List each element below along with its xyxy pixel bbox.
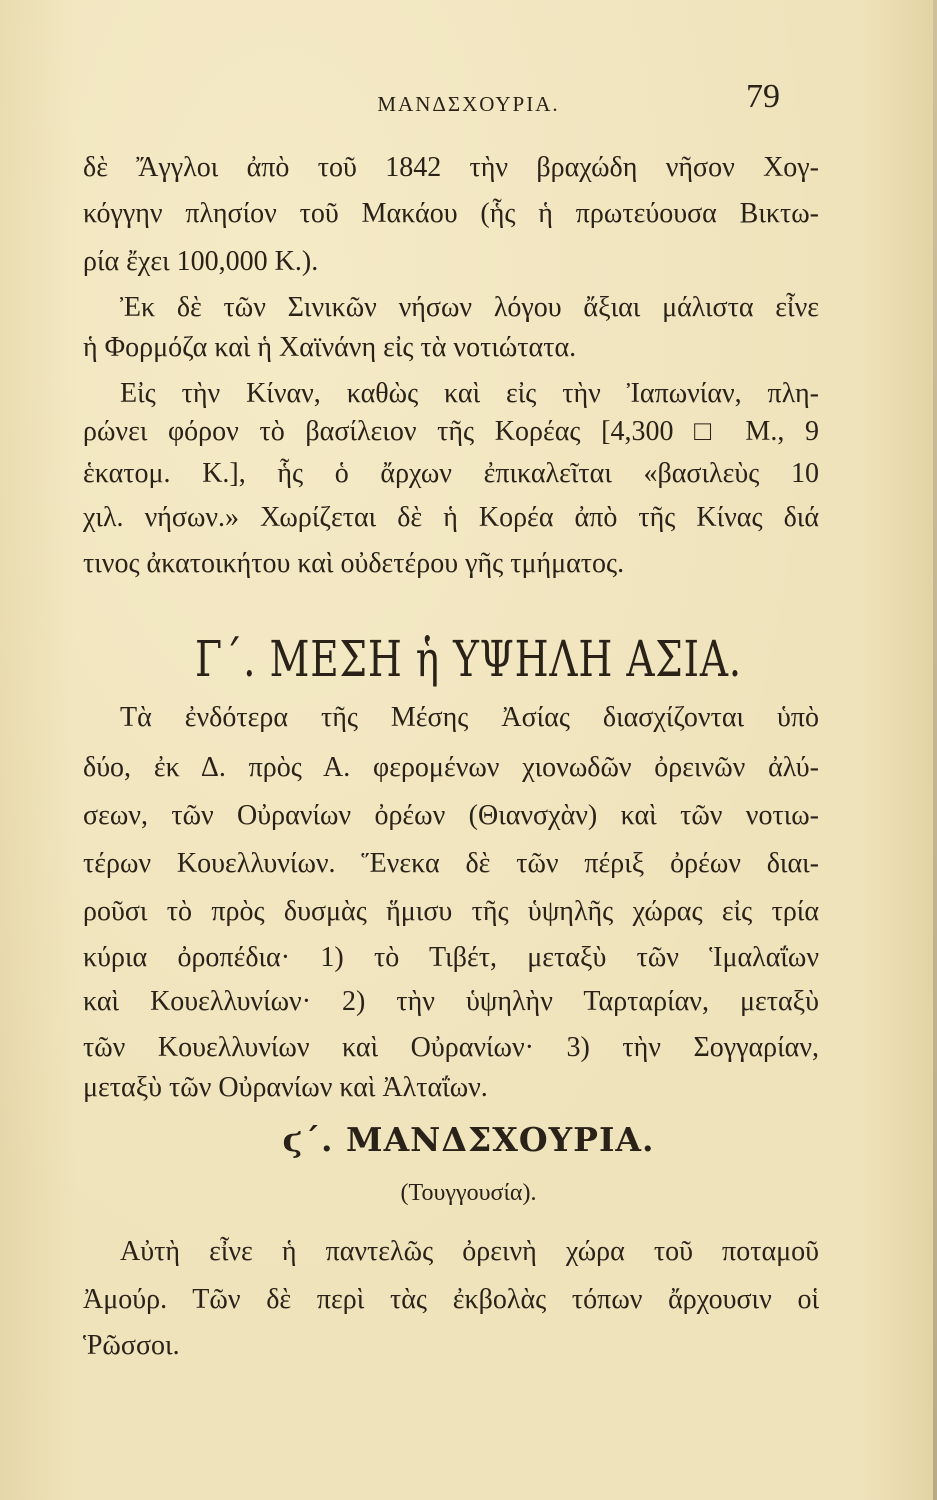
text-line: κύρια ὀροπέδια· 1) τὸ Τιβέτ, μεταξὺ τῶν Ἱμαλαΐων: [83, 942, 819, 973]
text-line: τέρων Κουελλυνίων. Ἕνεκα δὲ τῶν πέριξ ὀρέων διαι-: [83, 848, 819, 879]
text-line: Αὐτὴ εἶνε ἡ παντελῶς ὀρεινὴ χώρα τοῦ ποταμοῦ: [120, 1236, 819, 1267]
text-line: δὲ Ἄγγλοι ἀπὸ τοῦ 1842 τὴν βραχώδη νῆσον Χογ-: [83, 152, 819, 183]
subsection-subtitle: (Τουγγουσία).: [400, 1180, 537, 1206]
text-line: ἡ Φορμόζα καὶ ἡ Χαϊνάνη εἰς τὰ νοτιώτατα.: [83, 332, 577, 363]
text-line: μεταξὺ τῶν Οὐρανίων καὶ Ἀλταΐων.: [83, 1072, 488, 1103]
section-heading: Γ΄. ΜΕΣΗ ἡ ΥΨΗΛΗ ΑΣΙΑ.: [195, 630, 742, 688]
page-edge: [933, 0, 937, 1500]
text-line: τῶν Κουελλυνίων καὶ Οὐρανίων· 3) τὴν Σογγαρίαν,: [83, 1032, 819, 1063]
text-line: δύο, ἐκ Δ. πρὸς Α. φερομένων χιονωδῶν ὀρεινῶν ἀλύ-: [83, 752, 819, 783]
text-line: Ἀμούρ. Τῶν δὲ περὶ τὰς ἐκβολὰς τόπων ἄρχουσιν οἱ: [83, 1284, 819, 1315]
text-line: ρώνει φόρον τὸ βασίλειον τῆς Κορέας [4,300 □ Μ., 9: [83, 416, 819, 447]
running-title: ΜΑΝΔΣΧΟΥΡΙΑ.: [377, 92, 560, 116]
text-line: καὶ Κουελλυνίων· 2) τὴν ὑψηλὴν Ταρταρίαν, μεταξὺ: [83, 986, 819, 1017]
text-line: ρία ἔχει 100,000 Κ.).: [83, 246, 319, 277]
text-line: Τὰ ἐνδότερα τῆς Μέσης Ἀσίας διασχίζονται ὑπὸ: [120, 702, 819, 733]
text-line: τινος ἀκατοικήτου καὶ οὐδετέρου γῆς τμήματος.: [83, 548, 625, 579]
text-line: Εἰς τὴν Κίναν, καθὼς καὶ εἰς τὴν Ἰαπωνίαν, πλη-: [120, 378, 819, 409]
text-line: κόγγην πλησίον τοῦ Μακάου (ἧς ἡ πρωτεύουσα Βικτω-: [83, 198, 819, 229]
text-line: ἑκατομ. Κ.], ἧς ὁ ἄρχων ἐπικαλεῖται «βασιλεὺς 10: [83, 458, 819, 489]
subsection-heading: ϛ΄. ΜΑΝΔΣΧΟΥΡΙΑ.: [282, 1120, 655, 1159]
text-line: σεων, τῶν Οὐρανίων ὀρέων (Θιανσχὰν) καὶ τῶν νοτιω-: [83, 800, 819, 831]
page-number: 79: [746, 78, 780, 115]
text-line: ροῦσι τὸ πρὸς δυσμὰς ἥμισυ τῆς ὑψηλῆς χώρας εἰς τρία: [83, 896, 819, 927]
text-line: Ἐκ δὲ τῶν Σινικῶν νήσων λόγου ἄξιαι μάλιστα εἶνε: [120, 292, 819, 323]
text-line: Ῥῶσσοι.: [83, 1330, 180, 1361]
text-line: χιλ. νήσων.» Χωρίζεται δὲ ἡ Κορέα ἀπὸ τῆς Κίνας διά: [83, 502, 819, 533]
